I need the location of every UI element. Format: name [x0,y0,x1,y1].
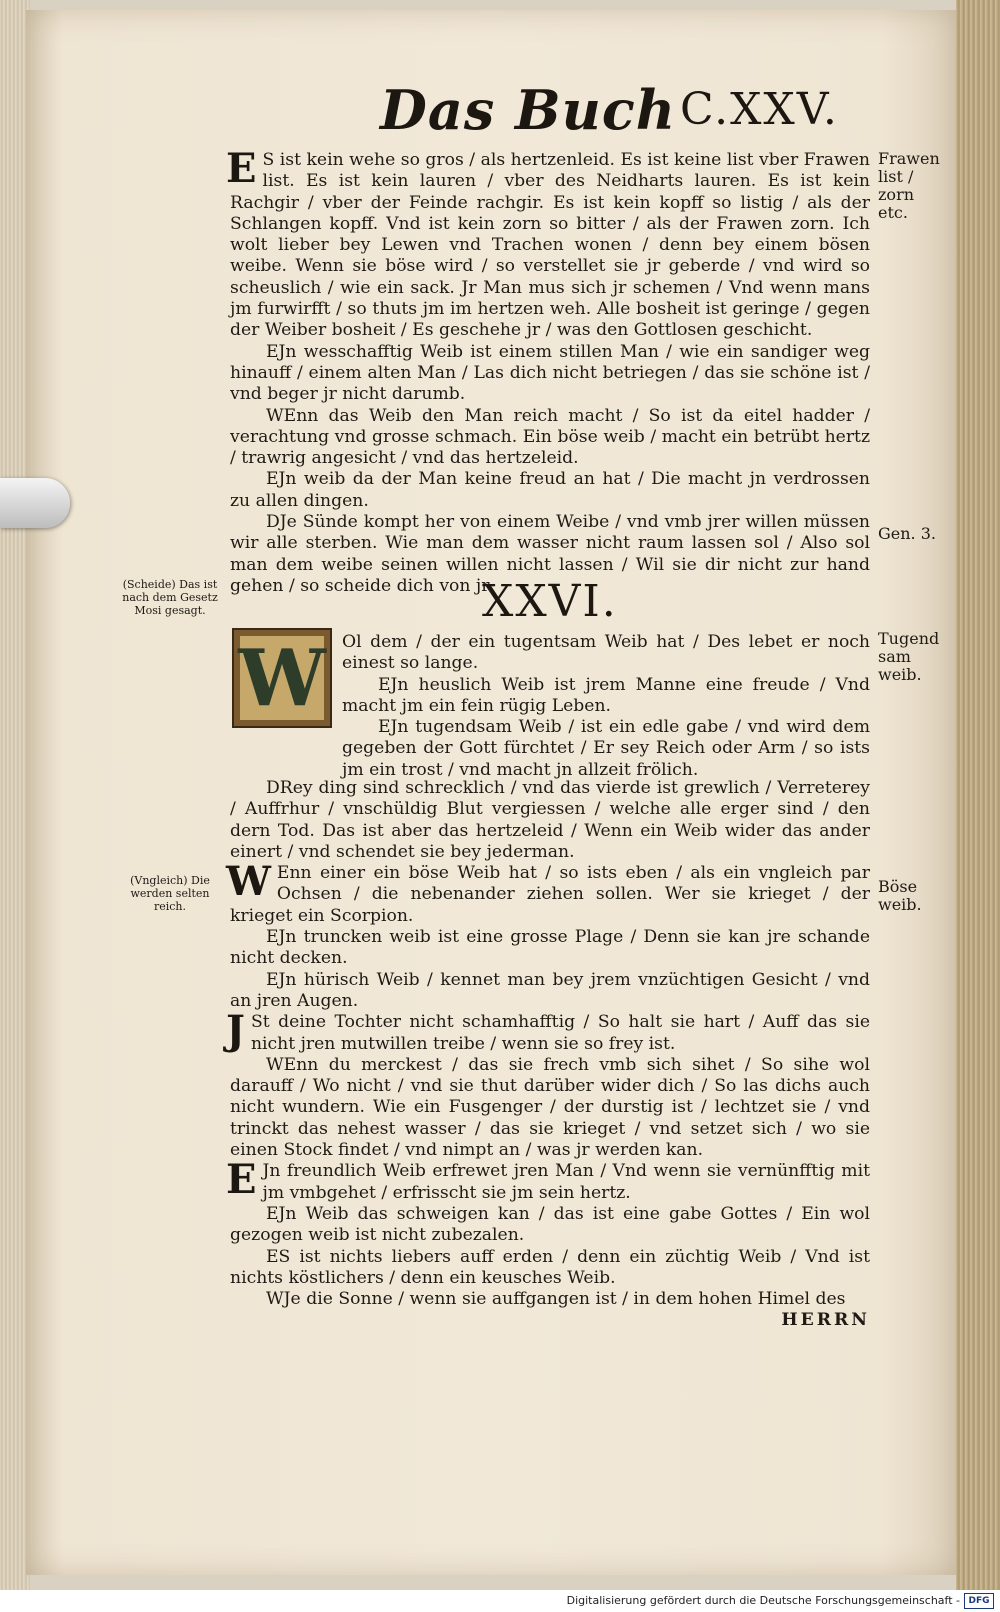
paragraph: EJn weib da der Man keine freud an hat / Die macht jn verdrossen zu allen dingen. [230,469,870,511]
paragraph: EJn tugendsam Weib / ist ein edle gabe / vnd wird dem gegeben der Gott fürchtet / Er sey Reich oder Arm / so ists jm ein trost / vnd macht jn allzeit frölich. [342,717,870,780]
chapter-26-text [226,778,870,1332]
woodcut-letter: W [238,632,326,724]
margin-note-tugend: Tugend sam weib. [878,629,940,684]
paragraph: ES ist nichts liebers auff erden / denn ein züchtig Weib / Vnd ist nichts köstlichers / denn ein keusches Weib. [230,1246,870,1288]
initial-letter: W [226,858,271,906]
book-page-stack-right [956,0,1000,1590]
paragraph: DRey ding sind schrecklich / vnd das vierde ist grewlich / Verreterey / Auffrhur / vnschüldig Blut vergiessen / welche alle erger sind / den dern Tod. Das ist aber das hertzeleid / Wenn ein Weib wider das ander einert / vnd schendet sie bey jederman. [230,778,870,862]
paragraph: EJn wesschafftig Weib ist einem stillen Man / wie ein sandiger weg hinauff / einem alten Man / Las dich nicht betriegen / das sie schöne ist / vnd beger jr nicht darumb. [230,341,870,405]
paragraph: EJn Weib das schweigen kan / das ist eine gabe Gottes / Ein wol gezogen weib ist nicht zubezalen. [230,1203,870,1246]
paragraph-text: Jn freundlich Weib erfrewet jren Man / Vnd wenn sie vernünfftig mit jm vmbgehet / erfrisscht sie jm sein hertz. [262,1161,870,1203]
initial-letter: J [226,1007,245,1055]
paragraph [226,1007,870,1055]
paragraph: EJn truncken weib ist eine grosse Plage / Denn sie kan jre schande nicht decken. [230,927,870,969]
running-title: Das Buch [380,78,677,142]
page-header [380,78,880,148]
chapter-26-intro [342,632,870,781]
paragraph [226,145,870,342]
margin-note-scheide: (Scheide) Das ist nach dem Gesetz Mosi gesagt. [122,578,218,617]
margin-note-bose: Böse weib. [878,877,922,914]
paragraph: Ol dem / der ein tugentsam Weib hat / Des lebet er noch einest so lange. [342,632,870,674]
paragraph: WEnn du merckest / das sie frech vmb sich sihet / So sihe wol darauff / Wo nicht / vnd sie thut darüber wider dich / So las dichs auch nicht wundern. Wie ein Fusgenger / der durstig ist / lechtzet sie / vnd trinckt das nehest wasser / das sie krieget / vnd setzet sich / wo sie einen Stock findet / vnd nimpt an / was jr werden kan. [230,1054,870,1161]
woodcut-initial [232,628,332,728]
paragraph: EJn hürisch Weib / kennet man bey jrem vnzüchtigen Gesicht / vnd an jren Augen. [230,969,870,1011]
paragraph: WEnn das Weib den Man reich macht / So ist da eitel hadder / verachtung vnd grosse schmach. Ein böse weib / macht ein betrübt hertz / trawrig angesicht / vnd das hertzeleid. [230,405,870,469]
catchword: HERRN [781,1310,870,1331]
chapter-number: C.XXV. [680,84,839,135]
chapter-26-heading: XXVI. [482,576,618,627]
paragraph-text: S ist kein wehe so gros / als hertzenleid. Es ist keine list vber Frawen list. Es ist kein lauren / vber des Neidharts lauren. Es ist kein Rachgir / vber der Feinde rachgir. Es ist kein kopff so listig / als der Schlangen kopff. Vnd ist kein zorn so bitter / als der Frawen zorn. Ich wolt lieber bey Lewen vnd Trachen wonen / denn bey einem bösen weibe. Wenn sie böse wird / so verstellet sie jr geberde / vnd wird so scheuslich / wie ein sack. Jr Man mus sich jr schemen / Vnd wenn mans jm furwirfft / so thuts jm im hertzen weh. Alle bosheit ist geringe / gegen der Weiber bosheit / Es geschehe jr / was den Gottlosen geschicht. [230,150,870,341]
dfg-logo-icon: DFG [964,1593,994,1609]
paragraph-text: St deine Tochter nicht schamhafftig / So halt sie hart / Auff das sie nicht jren mutwillen treibe / wenn sie so frey ist. [250,1012,870,1054]
paragraph: WJe die Sonne / wenn sie auffgangen ist / in dem hohen Himel des [266,1289,846,1310]
initial-letter: E [226,145,257,192]
initial-letter: E [226,1156,257,1204]
paragraph [226,1156,870,1204]
margin-note-frawen: Frawen list / zorn etc. [878,149,940,222]
paragraph: EJn heuslich Weib ist jrem Manne eine freude / Vnd macht jm ein fein rügig Leben. [342,674,870,716]
footer-bar [0,1590,1000,1612]
paragraph [226,858,870,927]
margin-note-gen: Gen. 3. [878,524,936,543]
paragraph-text: Enn einer ein böse Weib hat / so ists eben / als ein vngleich par Ochsen / die nebenander ziehen sollen. Wer sie krieget / der krieget ein Scorpion. [230,863,870,926]
chapter-25-text [226,145,870,597]
margin-note-vngleich: (Vngleich) Die werden selten reich. [130,874,210,913]
paragraph: DJe Sünde kompt her von einem Weibe / vnd vmb jrer willen müssen wir alle sterben. Wie man dem wasser nicht raum lassen sol / Also sol man dem weibe seinen willen nicht lassen / Wil sie dir nicht zur hand gehen / so scheide dich von jr. [230,512,870,596]
footer-credit: Digitalisierung gefördert durch die Deutsche Forschungsgemeinschaft - [566,1594,960,1607]
page-clip [0,478,70,528]
